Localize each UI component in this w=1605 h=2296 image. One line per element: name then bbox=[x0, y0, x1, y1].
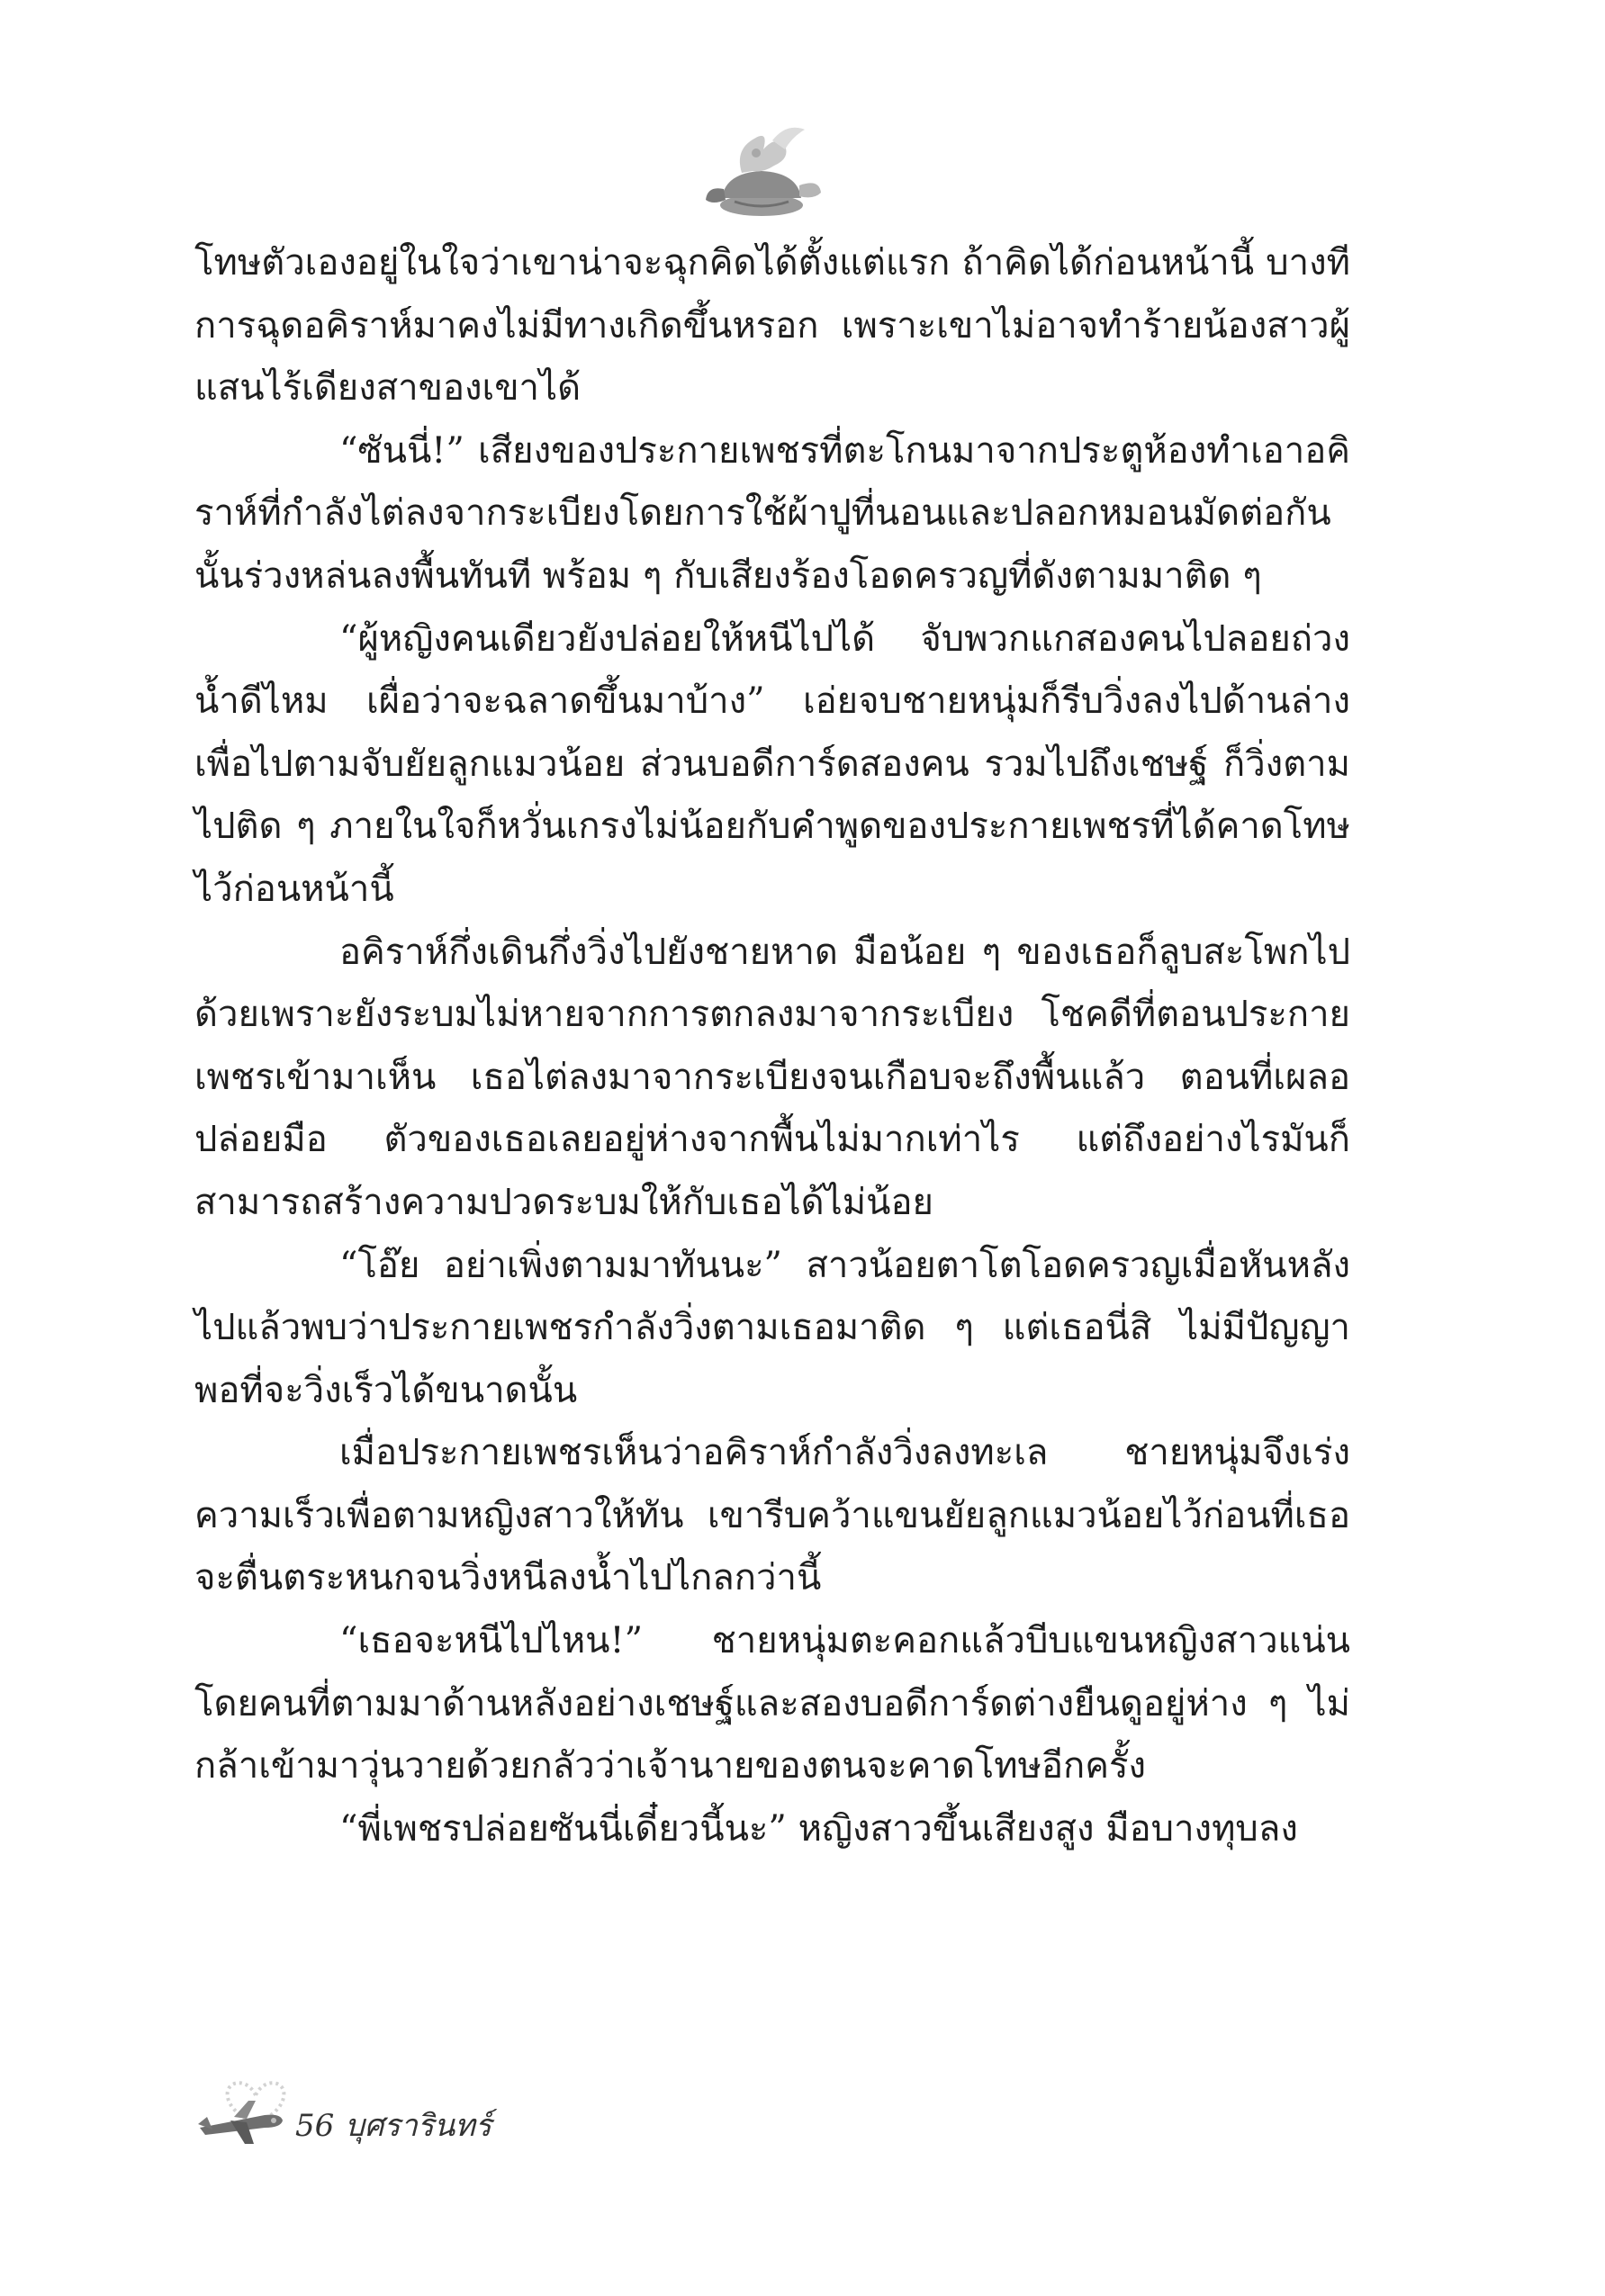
paragraph: “โอ๊ย อย่าเพิ่งตามมาทันนะ” สาวน้อยตาโตโอดครวญเมื่อหันหลังไปแล้วพบว่าประกายเพชรกำลังวิ่งตามเธอมาติด ๆ แต่เธอนี่สิ ไม่มีปัญญาพอที่จะวิ่งเร็วได้ขนาดนั้น bbox=[194, 1244, 1350, 1411]
paragraph: อคิราห์กึ่งเดินกึ่งวิ่งไปยังชายหาด มือน้อย ๆ ของเธอก็ลูบสะโพกไปด้วยเพราะยังระบมไม่หายจากการตกลงมาจากระเบียง โชคดีที่ตอนประกายเพชรเข้ามาเห็น เธอไต่ลงมาจากระเบียงจนเกือบจะถึงพื้นแล้ว ตอนที่เผลอปล่อยมือ ตัวของเธอเลยอยู่ห่างจากพื้นไม่มากเท่าไร แต่ถึงอย่างไรมันก็สามารถสร้างความปวดระบมให้กับเธอได้ไม่น้อย bbox=[194, 931, 1350, 1223]
author-name: บุศรารินทร์ bbox=[345, 2108, 491, 2144]
paragraph: เมื่อประกายเพชรเห็นว่าอคิราห์กำลังวิ่งลงทะเล ชายหนุ่มจึงเร่งความเร็วเพื่อตามหญิงสาวให้ทัน เขารีบคว้าแขนยัยลูกแมวน้อยไว้ก่อนที่เธอจะตื่นตระหนกจนวิ่งหนีลงน้ำไปไกลกว่านี้ bbox=[194, 1432, 1350, 1599]
page-number: 56 bbox=[295, 2108, 335, 2144]
airplane-heart-icon bbox=[194, 2068, 311, 2155]
teapot-ornament-icon bbox=[699, 122, 825, 221]
footer-caption bbox=[295, 2101, 491, 2149]
paragraph: โทษตัวเองอยู่ในใจว่าเขาน่าจะฉุกคิดได้ตั้งแต่แรก ถ้าคิดได้ก่อนหน้านี้ บางทีการฉุดอคิราห์มาคงไม่มีทางเกิดขึ้นหรอก เพราะเขาไม่อาจทำร้ายน้องสาวผู้แสนไร้เดียงสาของเขาได้ bbox=[194, 242, 1350, 410]
paragraph: “ผู้หญิงคนเดียวยังปล่อยให้หนีไปได้ จับพวกแกสองคนไปลอยถ่วงน้ำดีไหม เผื่อว่าจะฉลาดขึ้นมาบ้าง” เอ่ยจบชายหนุ่มก็รีบวิ่งลงไปด้านล่างเพื่อไปตามจับยัยลูกแมวน้อย ส่วนบอดีการ์ดสองคน รวมไปถึงเชษฐ์ ก็วิ่งตามไปติด ๆ ภายในใจก็หวั่นเกรงไม่น้อยกับคำพูดของประกายเพชรที่ได้คาดโทษไว้ก่อนหน้านี้ bbox=[194, 617, 1350, 910]
story-body bbox=[194, 232, 1350, 1860]
paragraph: “พี่เพชรปล่อยซันนี่เดี๋ยวนี้นะ” หญิงสาวขึ้นเสียงสูง มือบางทุบลง bbox=[339, 1807, 1298, 1850]
page-footer bbox=[194, 2068, 573, 2155]
paragraph: “เธอจะหนีไปไหน!” ชายหนุ่มตะคอกแล้วบีบแขนหญิงสาวแน่นโดยคนที่ตามมาด้านหลังอย่างเชษฐ์และสองบอดีการ์ดต่างยืนดูอยู่ห่าง ๆ ไม่กล้าเข้ามาวุ่นวายด้วยกลัวว่าเจ้านายของตนจะคาดโทษอีกครั้ง bbox=[194, 1620, 1350, 1787]
paragraph: “ซันนี่!” เสียงของประกายเพชรที่ตะโกนมาจากประตูห้องทำเอาอคิราห์ที่กำลังไต่ลงจากระเบียงโดยการใช้ผ้าปูที่นอนและปลอกหมอนมัดต่อกันนั้นร่วงหล่นลงพื้นทันที พร้อม ๆ กับเสียงร้องโอดครวญที่ดังตามมาติด ๆ bbox=[194, 429, 1350, 597]
